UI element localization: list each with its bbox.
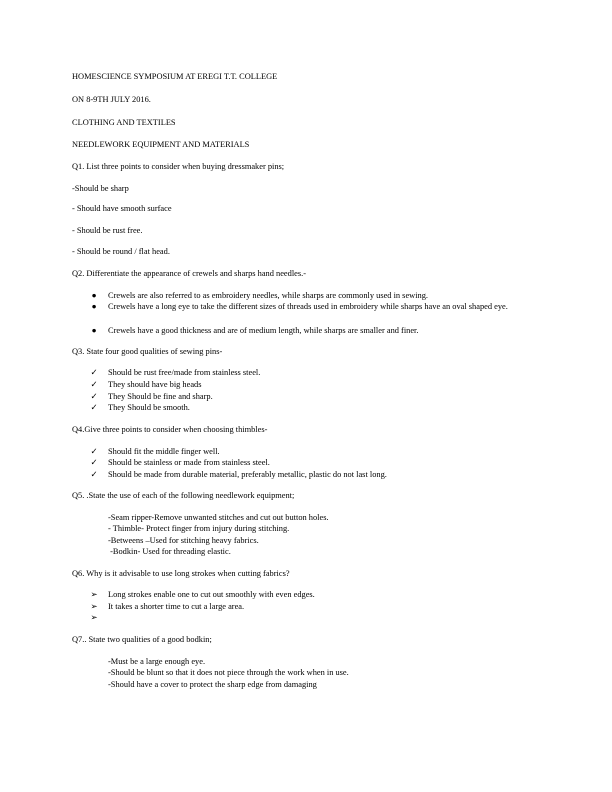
answer-line: - Thimble- Protect finger from injury during stitching. xyxy=(108,524,290,533)
checkmark-icon: ✓ xyxy=(90,380,98,389)
arrowhead-icon: ➢ xyxy=(90,613,98,622)
arrowhead-icon: ➢ xyxy=(90,590,98,599)
bullet-item: Crewels are also referred to as embroidery needles, while sharps are commonly used in sewing. xyxy=(108,291,429,300)
bullet-dot-icon: ● xyxy=(91,302,97,311)
bullet-dot-icon: ● xyxy=(91,326,97,335)
bullet-item: It takes a shorter time to cut a large area. xyxy=(108,602,245,611)
heading-line: CLOTHING AND TEXTILES xyxy=(72,118,176,127)
answer-line: - Should be rust free. xyxy=(72,226,143,235)
heading-line: NEEDLEWORK EQUIPMENT AND MATERIALS xyxy=(72,140,250,149)
answer-line: -Should have a cover to protect the sharp edge from damaging xyxy=(108,680,317,689)
heading-line: ON 8-9TH JULY 2016. xyxy=(72,95,151,104)
answer-line: -Should be sharp xyxy=(72,184,129,193)
bullet-item: Should be stainless or made from stainless steel. xyxy=(108,458,270,467)
question-4: Q4.Give three points to consider when choosing thimbles- xyxy=(72,425,268,434)
answer-line: -Bodkin- Used for threading elastic. xyxy=(108,547,231,556)
arrowhead-icon: ➢ xyxy=(90,602,98,611)
bullet-item: Should be made from durable material, preferably metallic, plastic do not last long. xyxy=(108,470,387,479)
bullet-item: Crewels have a good thickness and are of medium length, while sharps are smaller and finer. xyxy=(108,326,419,335)
bullet-item: They should have big heads xyxy=(108,380,202,389)
checkmark-icon: ✓ xyxy=(90,458,98,467)
bullet-item: They Should be fine and sharp. xyxy=(108,392,213,401)
answer-line: - Should have smooth surface xyxy=(72,204,172,213)
bullet-item: They Should be smooth. xyxy=(108,403,190,412)
bullet-item: Crewels have a long eye to take the different sizes of threads used in embroidery while sharps have an oval shaped eye. xyxy=(108,302,508,311)
heading-line: HOMESCIENCE SYMPOSIUM AT EREGI T.T. COLLEGE xyxy=(72,72,278,81)
bullet-dot-icon: ● xyxy=(91,291,97,300)
question-6: Q6. Why is it advisable to use long strokes when cutting fabrics? xyxy=(72,569,290,578)
answer-line: -Should be blunt so that it does not piece through the work when in use. xyxy=(108,668,349,677)
checkmark-icon: ✓ xyxy=(90,447,98,456)
checkmark-icon: ✓ xyxy=(90,470,98,479)
question-1: Q1. List three points to consider when buying dressmaker pins; xyxy=(72,162,285,171)
answer-line: -Betweens –Used for stitching heavy fabrics. xyxy=(108,536,259,545)
question-3: Q3. State four good qualities of sewing pins- xyxy=(72,347,223,356)
question-5: Q5. .State the use of each of the following needlework equipment; xyxy=(72,491,295,500)
bullet-item: Should be rust free/made from stainless steel. xyxy=(108,368,261,377)
question-2: Q2. Differentiate the appearance of crewels and sharps hand needles.- xyxy=(72,269,307,278)
question-7: Q7.. State two qualities of a good bodkin; xyxy=(72,635,212,644)
answer-line: - Should be round / flat head. xyxy=(72,247,170,256)
checkmark-icon: ✓ xyxy=(90,392,98,401)
checkmark-icon: ✓ xyxy=(90,368,98,377)
answer-line: -Seam ripper-Remove unwanted stitches and cut out button holes. xyxy=(108,513,329,522)
answer-line: -Must be a large enough eye. xyxy=(108,657,206,666)
checkmark-icon: ✓ xyxy=(90,403,98,412)
bullet-item: Should fit the middle finger well. xyxy=(108,447,220,456)
bullet-item: Long strokes enable one to cut out smoothly with even edges. xyxy=(108,590,315,599)
